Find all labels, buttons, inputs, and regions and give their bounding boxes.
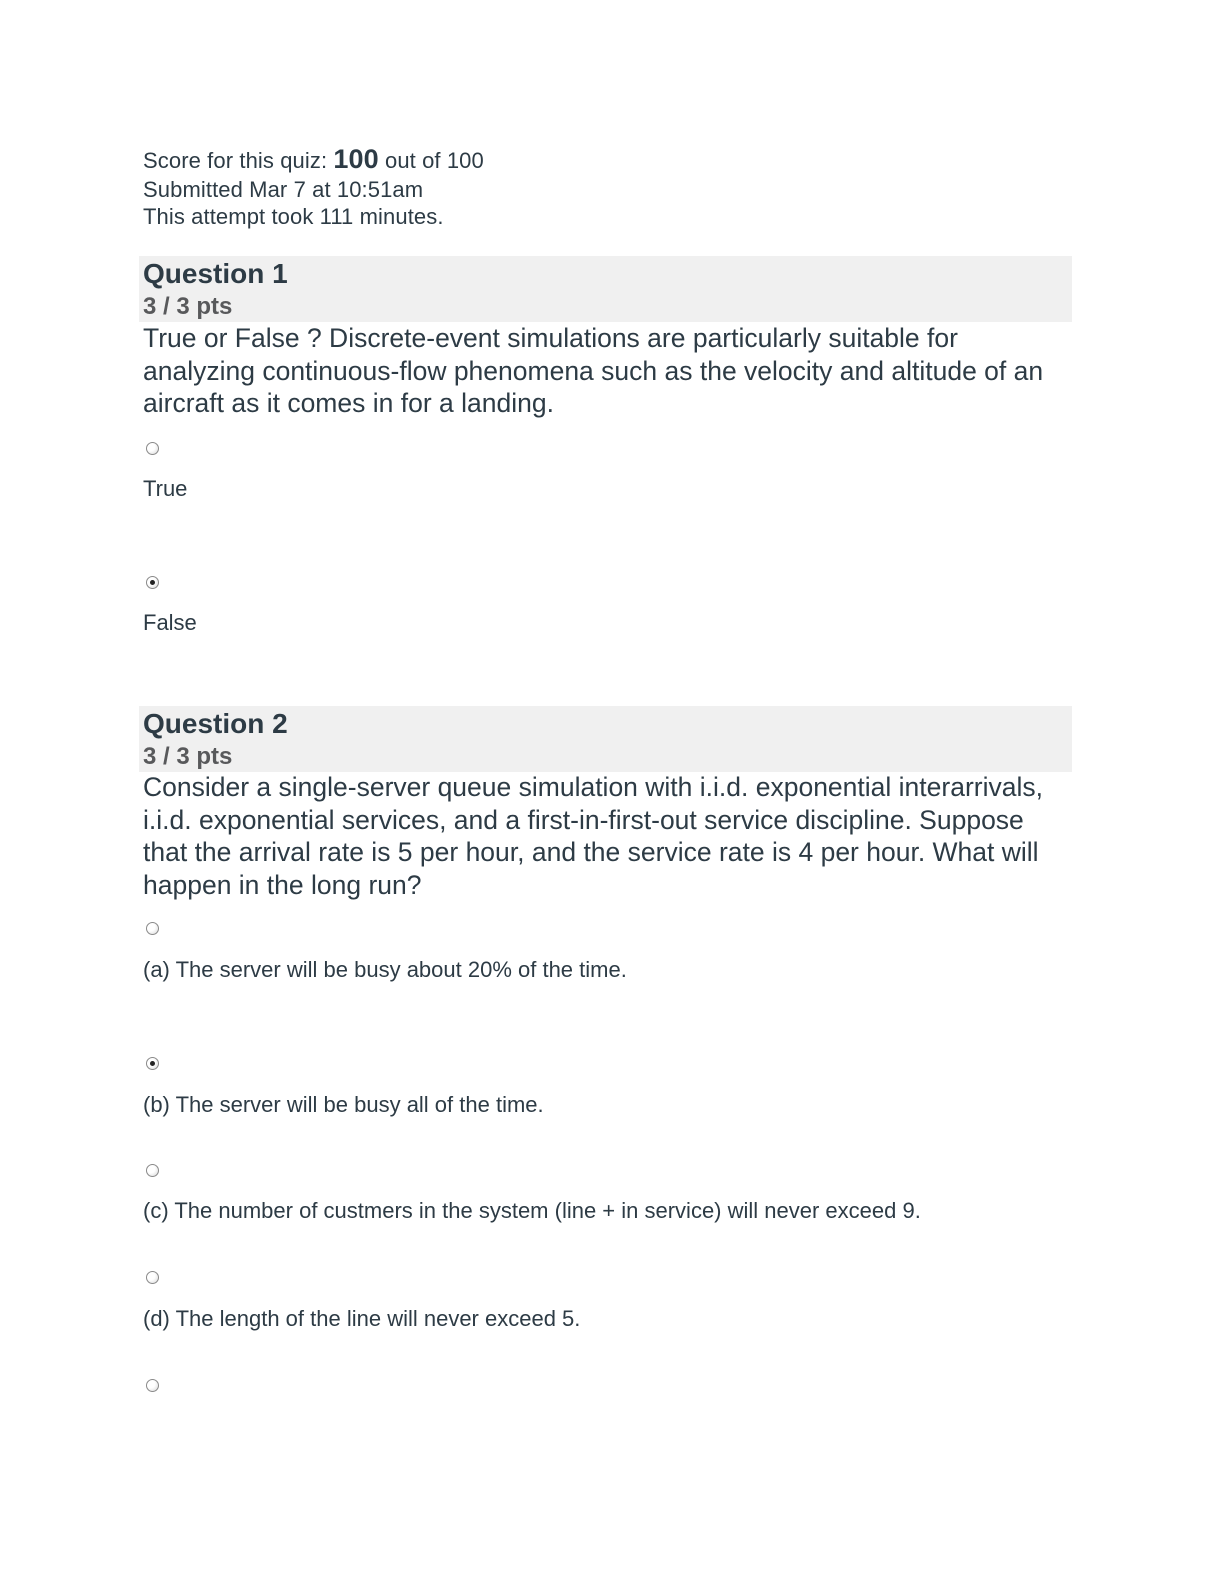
score-value: 100 <box>333 144 379 174</box>
question-text: True or False ? Discrete-event simulations are particularly suitable for analyzing continuous-flow phenomena such as the velocity and altitude of an aircraft as it comes in for a landing. <box>143 323 1044 418</box>
answer-label: (c) The number of custmers in the system (line + in service) will never exceed 9. <box>143 1198 921 1223</box>
question-title: Question 1 <box>143 258 288 289</box>
question-points: 3 / 3 pts <box>143 743 233 770</box>
question-title: Question 2 <box>143 708 288 739</box>
answer-label: True <box>143 476 188 501</box>
answer-radio-selected[interactable] <box>146 576 159 589</box>
question-header <box>139 256 1072 322</box>
submitted-time: Submitted Mar 7 at 10:51am <box>143 177 424 202</box>
answer-radio-selected[interactable] <box>146 1057 159 1070</box>
score-line <box>143 144 484 175</box>
score-prefix: Score for this quiz: <box>143 148 334 173</box>
answer-radio[interactable] <box>146 1164 159 1177</box>
answer-radio[interactable] <box>146 1379 159 1392</box>
question-text: Consider a single-server queue simulation with i.i.d. exponential interarrivals, i.i.d. exponential services, and a first-in-first-out service discipline. Suppose that the arrival rate is 5 per hour, and the service rate is 4 per hour. What will happen in the long run? <box>143 772 1043 900</box>
question-points: 3 / 3 pts <box>143 293 233 320</box>
answer-radio[interactable] <box>146 1271 159 1284</box>
answer-label: (a) The server will be busy about 20% of the time. <box>143 957 627 982</box>
score-suffix: out of 100 <box>378 148 484 173</box>
answer-label: False <box>143 610 197 635</box>
attempt-duration: This attempt took 111 minutes. <box>143 204 444 229</box>
question-header <box>139 706 1072 772</box>
answer-radio[interactable] <box>146 922 159 935</box>
answer-label: (b) The server will be busy all of the time. <box>143 1092 544 1117</box>
answer-radio[interactable] <box>146 442 159 455</box>
answer-label: (d) The length of the line will never exceed 5. <box>143 1306 581 1331</box>
